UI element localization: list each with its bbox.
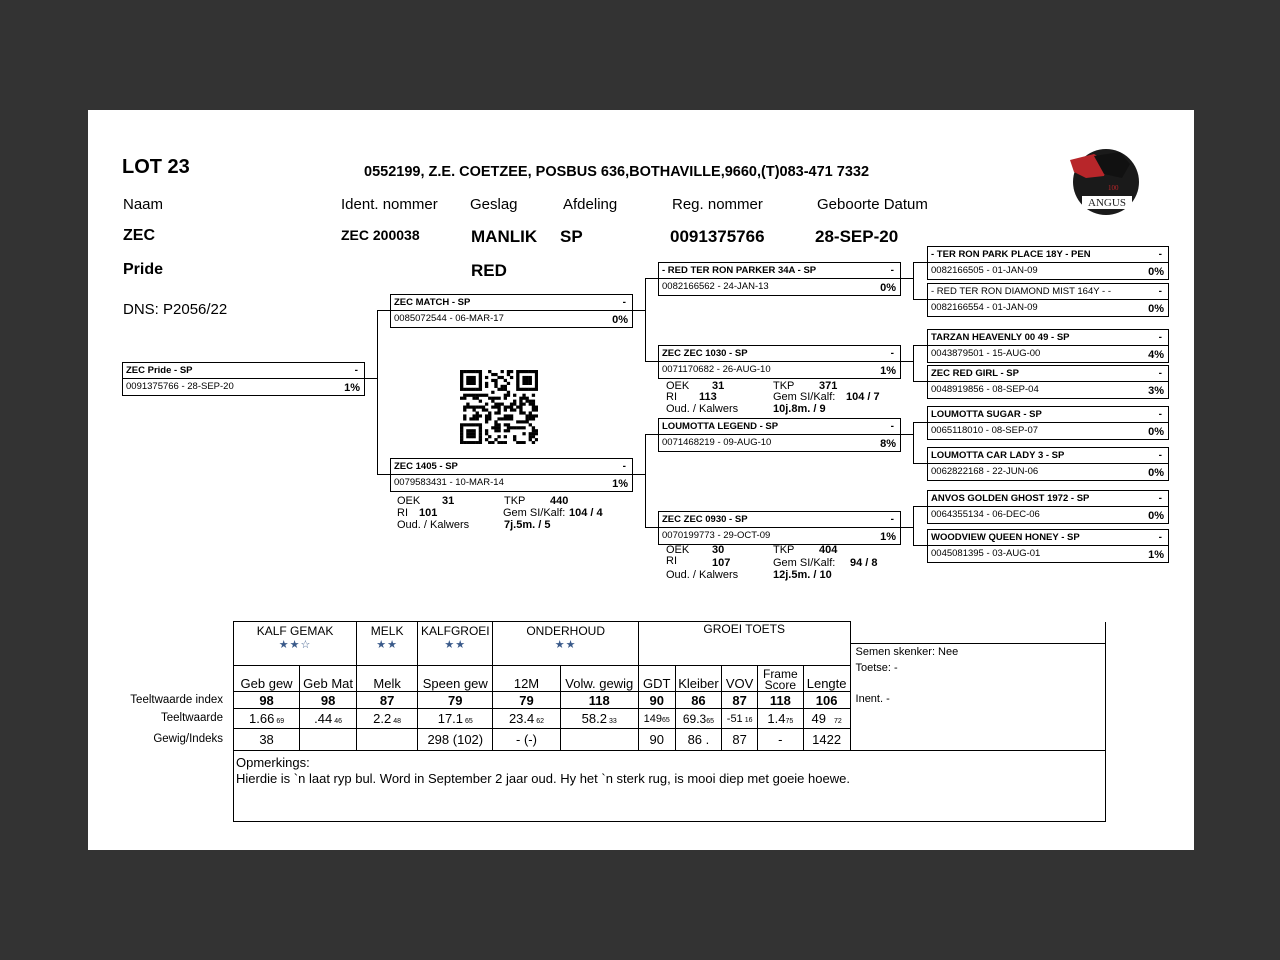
gewig-cell: 87: [722, 729, 758, 751]
pedigree-gg-3: [927, 329, 1169, 363]
stat-label: TKP: [773, 544, 795, 556]
pedigree-sire: [390, 294, 633, 328]
ped-id: 0071468219 - 09-AUG-10: [662, 437, 772, 448]
teel-cell: 14965: [638, 709, 675, 729]
pedigree-sire-sire: [658, 262, 901, 296]
label-ident: Ident. nommer: [341, 196, 438, 213]
ped-pct: 0%: [1148, 426, 1164, 438]
gewig-cell: [560, 729, 638, 751]
index-cell: 98: [234, 692, 300, 709]
group-melk: [357, 622, 418, 666]
label-naam: Naam: [123, 196, 164, 213]
animal-name-1: ZEC: [123, 227, 155, 244]
ped-dash: -: [1158, 409, 1162, 420]
pedigree-gg-1: [927, 246, 1169, 280]
col-header: Speen gew: [418, 666, 493, 692]
ped-pct: 1%: [880, 365, 896, 377]
row-label-gewig: Gewig/Indeks: [153, 733, 223, 745]
ped-dash: -: [1158, 450, 1162, 461]
ped-dash: -: [1158, 332, 1162, 343]
ped-dash: -: [890, 514, 894, 525]
label-geboorte: Geboorte Datum: [817, 196, 928, 213]
qr-code-icon: [460, 370, 538, 444]
gewig-cell: 86 .: [675, 729, 722, 751]
ped-dash: -: [890, 348, 894, 359]
ped-name: LOUMOTTA SUGAR - SP: [931, 409, 1042, 420]
index-cell: 86: [675, 692, 722, 709]
ped-dash: -: [1158, 249, 1162, 260]
ped-name: - RED TER RON DIAMOND MIST 164Y - -: [931, 286, 1111, 297]
col-header: 12M: [493, 666, 560, 692]
index-cell: 106: [803, 692, 850, 709]
index-cell: 79: [493, 692, 560, 709]
stat-label: Gem SI/Kalf:: [773, 557, 836, 569]
stat-label: RI: [666, 391, 677, 403]
breeder-info: 0552199, Z.E. COETZEE, POSBUS 636,BOTHAVILLE,9660,(T)083-471 7332: [364, 164, 870, 180]
ped-pct: 0%: [1148, 510, 1164, 522]
ped-id: 0091375766 - 28-SEP-20: [126, 381, 234, 392]
gewig-cell: 1422: [803, 729, 850, 751]
ped-pct: 4%: [1148, 349, 1164, 361]
ped-pct: 1%: [612, 478, 628, 490]
gewig-cell: [357, 729, 418, 751]
pedigree-gg-6: [927, 447, 1169, 481]
remarks: [234, 751, 1106, 822]
pedigree-sire-dam: [658, 345, 901, 379]
group-label: MELK: [370, 624, 404, 638]
ped-dash: -: [622, 297, 626, 308]
stat-value: 31: [712, 380, 725, 392]
teel-cell: 1.475: [757, 709, 803, 729]
stat-label: OEK: [666, 380, 690, 392]
ped-pct: 0%: [1148, 467, 1164, 479]
pedigree-gg-8: [927, 529, 1169, 563]
col-header: Melk: [357, 666, 418, 692]
ped-id: 0064355134 - 06-DEC-06: [931, 509, 1040, 520]
pedigree-gg-5: [927, 406, 1169, 440]
svg-text:100: 100: [1108, 184, 1119, 192]
index-cell: 87: [722, 692, 758, 709]
star-rating: ★★: [444, 639, 467, 651]
star-rating: ★★☆: [278, 639, 312, 651]
pedigree-dam: [390, 458, 633, 492]
ped-pct: 0%: [880, 282, 896, 294]
qr-code: [460, 370, 538, 444]
stat-value: 404: [819, 544, 838, 556]
group-label: GROEI TOETS: [703, 622, 785, 636]
ped-name: - TER RON PARK PLACE 18Y - PEN: [931, 249, 1091, 260]
stat-value: 101: [419, 507, 438, 519]
ped-name: ZEC RED GIRL - SP: [931, 368, 1019, 379]
ped-id: 0070199773 - 29-OCT-09: [662, 530, 771, 541]
angus-logo-icon: [1064, 148, 1140, 216]
birth-date: 28-SEP-20: [815, 227, 899, 246]
stat-label: OEK: [666, 544, 690, 556]
ped-dash: -: [1158, 286, 1162, 297]
stat-value: 7j.5m. / 5: [504, 519, 551, 531]
ped-id: 0065118010 - 08-SEP-07: [931, 425, 1039, 436]
stat-label: Gem SI/Kalf:: [773, 391, 836, 403]
group-onderhoud: [493, 622, 638, 666]
group-groei-toets: [638, 622, 850, 666]
ped-name: LOUMOTTA CAR LADY 3 - SP: [931, 450, 1065, 461]
index-cell: 79: [418, 692, 493, 709]
index-cell: 90: [638, 692, 675, 709]
pedigree-gg-2: [927, 283, 1169, 317]
stat-label: Oud. / Kalwers: [666, 403, 739, 415]
gewig-cell: 90: [638, 729, 675, 751]
gewig-cell: 298 (102): [418, 729, 493, 751]
ped-name: ZEC ZEC 1030 - SP: [662, 348, 748, 359]
lot-number: LOT 23: [122, 156, 190, 178]
teel-cell: .44 46: [300, 709, 357, 729]
group-label: KALFGROEI: [420, 624, 490, 638]
stat-value: 107: [712, 557, 731, 569]
group-label: KALF GEMAK: [256, 624, 334, 638]
remarks-row: [234, 751, 1106, 822]
ped-pct: 1%: [344, 382, 360, 394]
ped-pct: 8%: [880, 438, 896, 450]
col-header: Geb gew: [234, 666, 300, 692]
stat-value: 10j.8m. / 9: [773, 403, 826, 415]
semen-donor: Semen skenker: Nee: [855, 645, 959, 658]
angus-logo: [1064, 148, 1140, 216]
stat-label: Gem SI/Kalf:: [503, 507, 566, 519]
ped-name: TARZAN HEAVENLY 00 49 - SP: [931, 332, 1070, 343]
ped-dash: -: [622, 461, 626, 472]
gewig-cell: -: [757, 729, 803, 751]
stat-label: TKP: [773, 380, 795, 392]
stat-value: 440: [550, 495, 569, 507]
info-panel: [850, 622, 1105, 751]
ped-id: 0048919856 - 08-SEP-04: [931, 384, 1039, 395]
teel-cell: 1.66 69: [234, 709, 300, 729]
ped-id: 0082166562 - 24-JAN-13: [662, 281, 769, 292]
ped-pct: 1%: [1148, 549, 1164, 561]
teel-cell: -51 16: [722, 709, 758, 729]
ped-pct: 0%: [1148, 266, 1164, 278]
ped-id: 0062822168 - 22-JUN-06: [931, 466, 1039, 477]
tests: Toetse: -: [855, 661, 898, 674]
ped-id: 0079583431 - 10-MAR-14: [394, 477, 504, 488]
ped-id: 0045081395 - 03-AUG-01: [931, 548, 1041, 559]
label-geslag: Geslag: [470, 196, 518, 213]
pedigree-gg-4: [927, 365, 1169, 399]
col-header: Volw. gewig: [560, 666, 638, 692]
stat-value: 94 / 8: [850, 557, 878, 569]
pedigree-dam-dam: [658, 511, 901, 545]
ped-id: 0082166505 - 01-JAN-09: [931, 265, 1038, 276]
teel-cell: 17.1 65: [418, 709, 493, 729]
stat-label: Oud. / Kalwers: [397, 519, 470, 531]
ped-id: 0043879501 - 15-AUG-00: [931, 348, 1041, 359]
section: SP: [560, 227, 583, 246]
group-kalfgroei: [418, 622, 493, 666]
ped-name: ANVOS GOLDEN GHOST 1972 - SP: [931, 493, 1090, 504]
stat-value: 113: [699, 391, 717, 403]
index-cell: 87: [357, 692, 418, 709]
gewig-cell: [300, 729, 357, 751]
ident-number: ZEC 200038: [341, 227, 420, 243]
ped-id: 0082166554 - 01-JAN-09: [931, 302, 1038, 313]
ped-dash: -: [1158, 493, 1162, 504]
ped-dash: -: [890, 265, 894, 276]
star-rating: ★★: [376, 639, 398, 651]
pedigree-dam-sire: [658, 418, 901, 452]
ped-pct: 3%: [1148, 385, 1164, 397]
remarks-label: Opmerkings:: [236, 755, 310, 770]
label-afdeling: Afdeling: [563, 196, 618, 213]
stat-label: OEK: [397, 495, 421, 507]
ped-id: 0085072544 - 06-MAR-17: [394, 313, 504, 324]
ped-name: ZEC 1405 - SP: [394, 461, 458, 472]
ped-name: ZEC Pride - SP: [126, 365, 193, 376]
ped-pct: 0%: [612, 314, 628, 326]
stat-value: 104 / 7: [846, 391, 880, 403]
svg-text:ANGUS: ANGUS: [1088, 197, 1126, 209]
index-cell: 98: [300, 692, 357, 709]
ped-name: - RED TER RON PARKER 34A - SP: [662, 265, 817, 276]
gewig-cell: - (-): [493, 729, 560, 751]
ped-pct: 1%: [880, 531, 896, 543]
ped-name: WOODVIEW QUEEN HONEY - SP: [931, 532, 1080, 543]
ped-dash: -: [1158, 532, 1162, 543]
stat-value: 104 / 4: [569, 507, 603, 519]
stat-label: Oud. / Kalwers: [666, 569, 739, 581]
stat-label: RI: [666, 555, 677, 567]
teel-cell: 58.2 33: [560, 709, 638, 729]
colour: RED: [471, 261, 507, 280]
animal-name-2: Pride: [123, 261, 164, 278]
gewig-cell: 38: [234, 729, 300, 751]
col-header: VOV: [722, 666, 758, 692]
teel-cell: 2.2 48: [357, 709, 418, 729]
stat-label: TKP: [504, 495, 526, 507]
group-kalf-gemak: [234, 622, 357, 666]
breeding-values-table: [233, 621, 1106, 822]
sex: MANLIK: [471, 227, 538, 246]
ped-dash: -: [354, 365, 358, 376]
ped-dash: -: [1158, 368, 1162, 379]
ped-name: ZEC ZEC 0930 - SP: [662, 514, 748, 525]
ped-id: 0071170682 - 26-AUG-10: [662, 364, 771, 375]
col-header: Kleiber: [675, 666, 722, 692]
col-header: Geb Mat: [300, 666, 357, 692]
ped-pct: 0%: [1148, 303, 1164, 315]
stat-value: 371: [819, 380, 838, 392]
col-header: GDT: [638, 666, 675, 692]
row-label-index: Teeltwaarde index: [130, 694, 223, 706]
label-reg: Reg. nommer: [672, 196, 763, 213]
col-header: Lengte: [803, 666, 850, 692]
col-header: Frame Score: [757, 666, 803, 692]
index-cell: 118: [560, 692, 638, 709]
stat-value: 30: [712, 544, 725, 556]
dns-number: DNS: P2056/22: [123, 301, 228, 318]
teel-cell: 49 72: [803, 709, 850, 729]
group-label: ONDERHOUD: [526, 624, 605, 638]
teel-cell: 23.4 62: [493, 709, 560, 729]
ped-dash: -: [890, 421, 894, 432]
pedigree-sheet: [88, 110, 1194, 850]
stat-value: 12j.5m. / 10: [773, 569, 832, 581]
stat-value: 31: [442, 495, 455, 507]
stat-label: RI: [397, 507, 408, 519]
reg-number: 0091375766: [670, 227, 765, 246]
teel-cell: 69.365: [675, 709, 722, 729]
ped-name: ZEC MATCH - SP: [394, 297, 471, 308]
pedigree-gg-7: [927, 490, 1169, 524]
index-cell: 118: [757, 692, 803, 709]
vaccination: Inent. -: [855, 692, 890, 705]
star-rating: ★★: [554, 639, 577, 651]
pedigree-subject: [122, 362, 365, 396]
remarks-text: Hierdie is `n laat ryp bul. Word in September 2 jaar oud. Hy het `n sterk rug, is mooi diep met goeie hoewe.: [236, 771, 850, 786]
row-label-teeltwaarde: Teeltwaarde: [160, 712, 223, 724]
ped-name: LOUMOTTA LEGEND - SP: [662, 421, 779, 432]
